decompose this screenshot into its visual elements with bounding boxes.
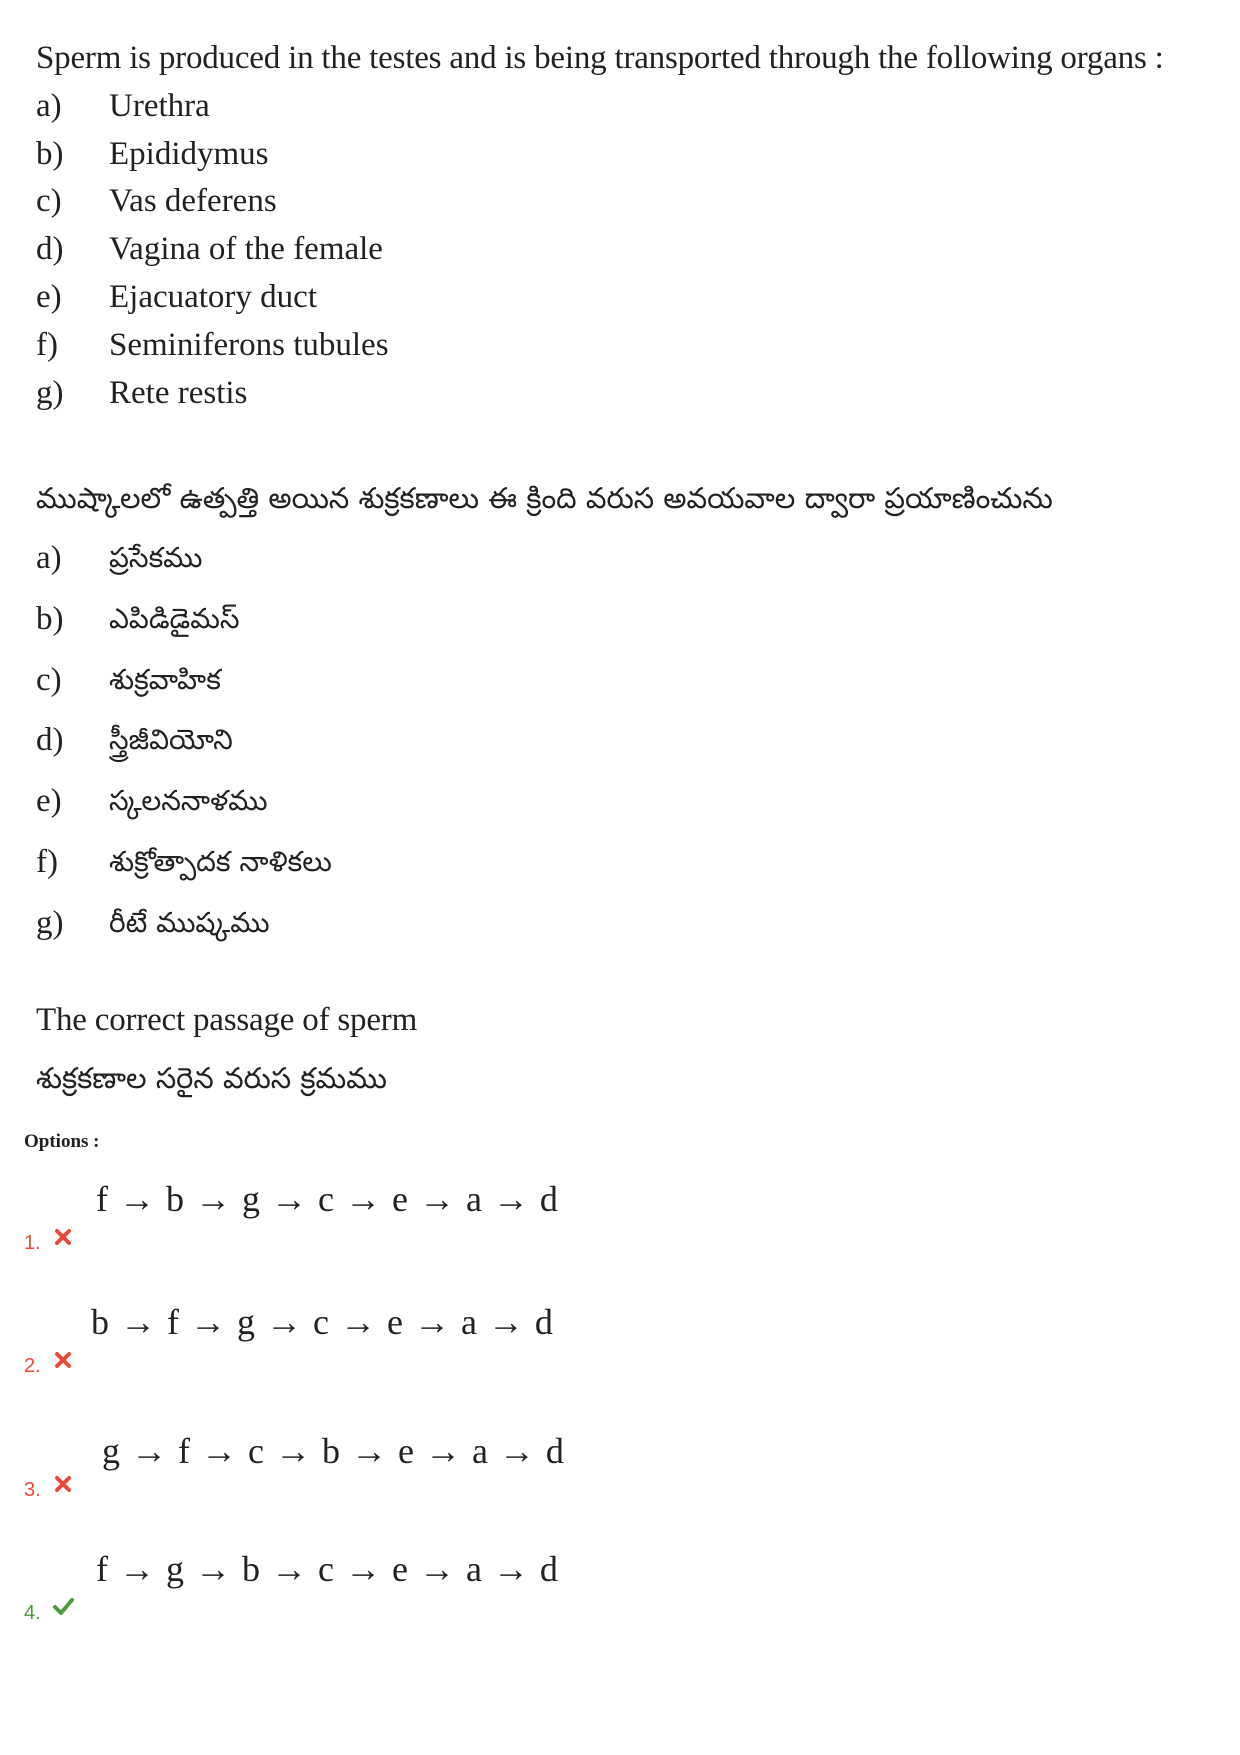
cross-icon bbox=[52, 1349, 74, 1371]
question-prompt-english: The correct passage of sperm bbox=[36, 1002, 418, 1038]
item-key: g) bbox=[36, 375, 64, 411]
item-text: Ejacuatory duct bbox=[109, 279, 317, 315]
cross-icon bbox=[52, 1226, 74, 1248]
item-text: Vagina of the female bbox=[109, 231, 383, 267]
option-number: 1. bbox=[24, 1232, 41, 1254]
item-key: d) bbox=[36, 722, 64, 758]
option-sequence: f → b → g → c → e → a → d bbox=[96, 1179, 559, 1219]
option-4[interactable] bbox=[0, 1540, 1240, 1630]
item-key: f) bbox=[36, 844, 58, 880]
item-text: ప్రసేకము bbox=[109, 541, 203, 574]
item-text: Urethra bbox=[109, 88, 210, 124]
item-text: Epididymus bbox=[109, 136, 269, 172]
option-2[interactable] bbox=[0, 1293, 1240, 1383]
item-key: f) bbox=[36, 327, 58, 363]
item-key: e) bbox=[36, 783, 62, 819]
option-3[interactable] bbox=[0, 1422, 1240, 1512]
item-text: ఎపిడిడైమస్ bbox=[109, 602, 240, 635]
option-number: 3. bbox=[24, 1479, 41, 1501]
item-key: b) bbox=[36, 601, 64, 637]
item-key: c) bbox=[36, 183, 62, 219]
item-key: a) bbox=[36, 88, 62, 124]
item-key: c) bbox=[36, 662, 62, 698]
item-text: స్కలననాళము bbox=[109, 784, 268, 817]
item-text: శుక్రవాహిక bbox=[109, 663, 221, 696]
option-1[interactable] bbox=[0, 1170, 1240, 1260]
item-text: Seminiferons tubules bbox=[109, 327, 389, 363]
item-text: Rete restis bbox=[109, 375, 248, 411]
question-stem-english: Sperm is produced in the testes and is being transported through the following organs : bbox=[36, 40, 1164, 76]
item-key: d) bbox=[36, 231, 64, 267]
option-number: 4. bbox=[24, 1602, 41, 1624]
item-text: రీటే ముష్కము bbox=[109, 906, 270, 939]
item-key: b) bbox=[36, 136, 64, 172]
check-icon bbox=[52, 1595, 74, 1617]
item-key: a) bbox=[36, 540, 62, 576]
cross-icon bbox=[52, 1473, 74, 1495]
options-label: Options : bbox=[24, 1131, 100, 1152]
item-text: స్త్రీజీవియోని bbox=[109, 723, 233, 756]
item-text: Vas deferens bbox=[109, 183, 277, 219]
item-text: శుక్రోత్పాదక నాళికలు bbox=[109, 845, 332, 878]
question-stem-telugu: ముష్కాలలో ఉత్పత్తి అయిన శుక్రకణాలు ఈ క్రింది వరుస అవయవాల ద్వారా ప్రయాణించును bbox=[36, 481, 1053, 515]
option-number: 2. bbox=[24, 1355, 41, 1377]
option-sequence: g → f → c → b → e → a → d bbox=[102, 1431, 565, 1471]
item-key: g) bbox=[36, 905, 64, 941]
item-key: e) bbox=[36, 279, 62, 315]
question-prompt-telugu: శుక్రకణాల సరైన వరుస క్రమము bbox=[36, 1061, 387, 1095]
option-sequence: f → g → b → c → e → a → d bbox=[96, 1549, 559, 1589]
option-sequence: b → f → g → c → e → a → d bbox=[91, 1302, 554, 1342]
